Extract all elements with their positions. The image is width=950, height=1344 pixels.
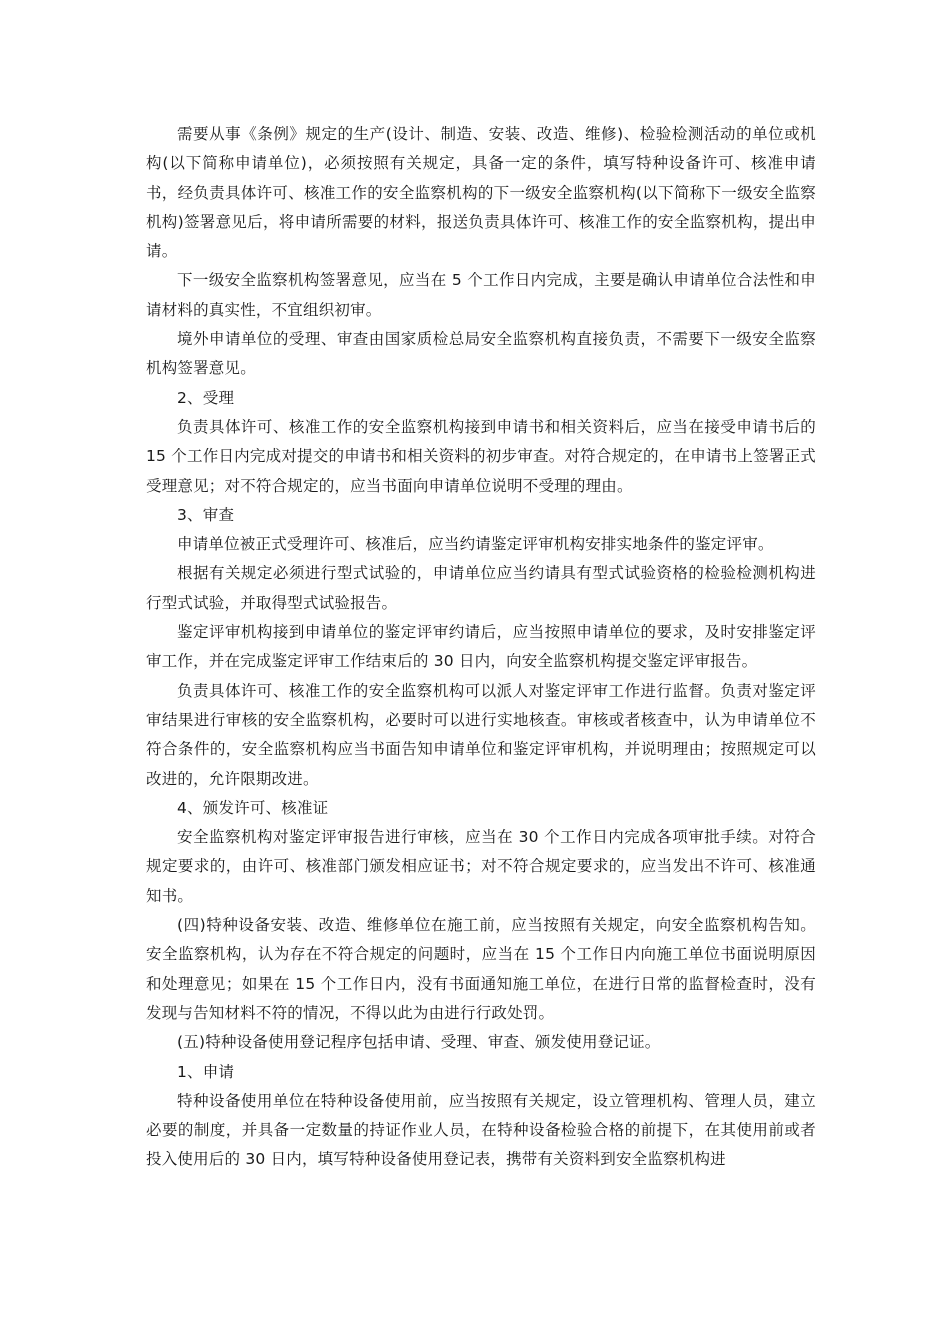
paragraph-installation-notice: (四)特种设备安装、改造、维修单位在施工前，应当按照有关规定，向安全监察机构告知。安全监察机构，认为存在不符合规定的问题时，应当在 15 个工作日内向施工单位书面说明原因和处理意见；如果在 15 个工作日内，没有书面通知施工单位，在进行日常的监督检查时，没有发现与告知材料不符的情况，不得以此为由进行行政处罚。 <box>146 916 816 1022</box>
paragraph-appraisal-report: 鉴定评审机构接到申请单位的鉴定评审约请后，应当按照申请单位的要求，及时安排鉴定评审工作，并在完成鉴定评审工作结束后的 30 日内，向安全监察机构提交鉴定评审报告。 <box>146 623 816 671</box>
heading-issue-certificate: 4、颁发许可、核准证 <box>177 798 329 817</box>
paragraph-acceptance: 负责具体许可、核准工作的安全监察机构接到申请书和相关资料后，应当在接受申请书后的 15 个工作日内完成对提交的申请书和相关资料的初步审查。对符合规定的，在申请书上签署正式受理意见；对不符合规定的，应当书面向申请单位说明不受理的理由。 <box>146 417 816 495</box>
paragraph-issue-certificate: 安全监察机构对鉴定评审报告进行审核，应当在 30 个工作日内完成各项审批手续。对符合规定要求的，由许可、核准部门颁发相应证书；对不符合规定要求的，应当发出不许可、核准通知书。 <box>146 828 816 905</box>
paragraph-overseas-applicants: 境外申请单位的受理、审查由国家质检总局安全监察机构直接负责，不需要下一级安全监察机构签署意见。 <box>146 330 816 378</box>
paragraph-application-intro: 需要从事《条例》规定的生产(设计、制造、安装、改造、维修)、检验检测活动的单位或机构(以下简称申请单位)，必须按照有关规定，具备一定的条件，填写特种设备许可、核准申请书，经负责具体许可、核准工作的安全监察机构的下一级安全监察机构(以下简称下一级安全监察机构)签署意见后，将申请所需要的材料，报送负责具体许可、核准工作的安全监察机构，提出申请。 <box>146 125 816 261</box>
paragraph-type-test: 根据有关规定必须进行型式试验的，申请单位应当约请具有型式试验资格的检验检测机构进行型式试验，并取得型式试验报告。 <box>146 564 816 612</box>
paragraph-lower-level-signing: 下一级安全监察机构签署意见，应当在 5 个工作日内完成，主要是确认申请单位合法性和申请材料的真实性，不宜组织初审。 <box>146 271 816 319</box>
paragraph-registration-procedure: (五)特种设备使用登记程序包括申请、受理、审查、颁发使用登记证。 <box>177 1033 661 1052</box>
heading-acceptance: 2、受理 <box>177 388 235 407</box>
heading-review: 3、审查 <box>177 505 235 524</box>
paragraph-review-appraisal: 申请单位被正式受理许可、核准后，应当约请鉴定评审机构安排实地条件的鉴定评审。 <box>177 535 774 554</box>
document-body <box>146 120 816 1175</box>
paragraph-supervision-audit: 负责具体许可、核准工作的安全监察机构可以派人对鉴定评审工作进行监督。负责对鉴定评审结果进行审核的安全监察机构，必要时可以进行实地核查。审核或者核查中，认为申请单位不符合条件的，安全监察机构应当书面告知申请单位和鉴定评审机构，并说明理由；按照规定可以改进的，允许限期改进。 <box>146 681 816 788</box>
heading-application: 1、申请 <box>177 1062 235 1081</box>
paragraph-usage-registration: 特种设备使用单位在特种设备使用前，应当按照有关规定，设立管理机构、管理人员，建立必要的制度，并具备一定数量的持证作业人员，在特种设备检验合格的前提下，在其使用前或者投入使用后的 30 日内，填写特种设备使用登记表，携带有关资料到安全监察机构进 <box>146 1091 816 1169</box>
